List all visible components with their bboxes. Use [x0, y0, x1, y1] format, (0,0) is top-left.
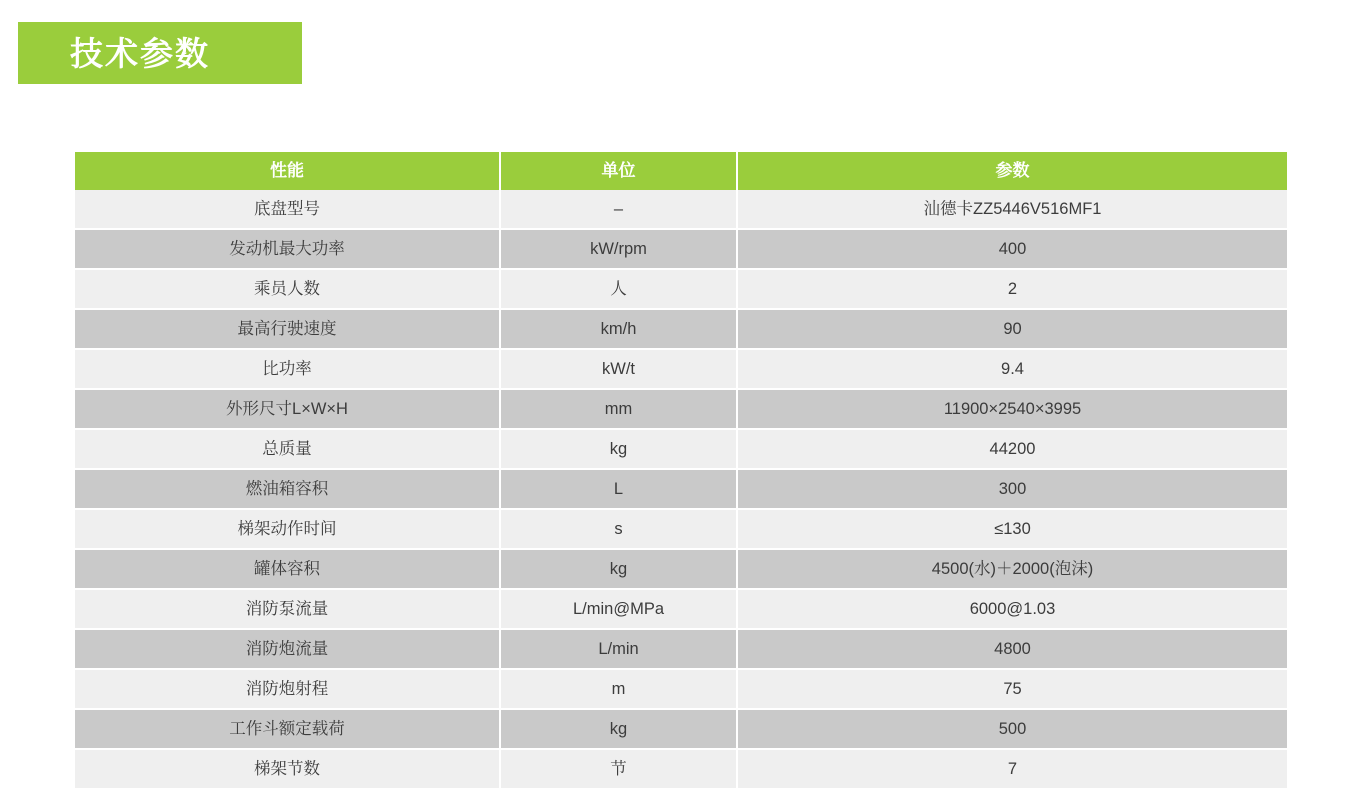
table-row — [75, 589, 1287, 629]
cell-unit: L — [500, 469, 737, 509]
cell-name: 消防炮射程 — [75, 669, 500, 709]
table-body — [75, 190, 1287, 788]
cell-value: 4800 — [737, 629, 1287, 669]
cell-unit: 人 — [500, 269, 737, 309]
cell-value: 300 — [737, 469, 1287, 509]
table-row — [75, 389, 1287, 429]
table-header-row — [75, 152, 1287, 190]
table-row — [75, 229, 1287, 269]
cell-unit: km/h — [500, 309, 737, 349]
cell-unit: kg — [500, 429, 737, 469]
table-row — [75, 749, 1287, 788]
cell-name: 发动机最大功率 — [75, 229, 500, 269]
cell-value: 11900×2540×3995 — [737, 389, 1287, 429]
table-row — [75, 349, 1287, 389]
cell-value: 9.4 — [737, 349, 1287, 389]
column-header-value: 参数 — [737, 152, 1287, 190]
cell-value: 6000@1.03 — [737, 589, 1287, 629]
cell-unit: – — [500, 190, 737, 229]
spec-table-container — [75, 152, 1287, 788]
cell-name: 总质量 — [75, 429, 500, 469]
table-row — [75, 190, 1287, 229]
column-header-name: 性能 — [75, 152, 500, 190]
cell-name: 消防泵流量 — [75, 589, 500, 629]
cell-unit: kg — [500, 709, 737, 749]
column-header-unit: 单位 — [500, 152, 737, 190]
cell-value: 7 — [737, 749, 1287, 788]
cell-name: 梯架动作时间 — [75, 509, 500, 549]
cell-value: 75 — [737, 669, 1287, 709]
cell-unit: 节 — [500, 749, 737, 788]
cell-unit: mm — [500, 389, 737, 429]
cell-value: 400 — [737, 229, 1287, 269]
table-header — [75, 152, 1287, 190]
cell-unit: s — [500, 509, 737, 549]
cell-unit: L/min@MPa — [500, 589, 737, 629]
cell-unit: L/min — [500, 629, 737, 669]
cell-unit: kW/rpm — [500, 229, 737, 269]
cell-name: 梯架节数 — [75, 749, 500, 788]
cell-name: 最高行驶速度 — [75, 309, 500, 349]
cell-name: 燃油箱容积 — [75, 469, 500, 509]
spec-table — [75, 152, 1287, 788]
cell-name: 乘员人数 — [75, 269, 500, 309]
cell-value: 44200 — [737, 429, 1287, 469]
cell-unit: kg — [500, 549, 737, 589]
cell-name: 消防炮流量 — [75, 629, 500, 669]
table-row — [75, 269, 1287, 309]
cell-name: 比功率 — [75, 349, 500, 389]
table-row — [75, 429, 1287, 469]
cell-name: 外形尺寸L×W×H — [75, 389, 500, 429]
cell-value: ≤130 — [737, 509, 1287, 549]
table-row — [75, 469, 1287, 509]
cell-value: 2 — [737, 269, 1287, 309]
cell-name: 罐体容积 — [75, 549, 500, 589]
cell-unit: kW/t — [500, 349, 737, 389]
cell-name: 底盘型号 — [75, 190, 500, 229]
cell-value: 90 — [737, 309, 1287, 349]
table-row — [75, 509, 1287, 549]
table-row — [75, 629, 1287, 669]
table-row — [75, 309, 1287, 349]
cell-value: 汕德卡ZZ5446V516MF1 — [737, 190, 1287, 229]
cell-name: 工作斗额定载荷 — [75, 709, 500, 749]
page-title: 技术参数 — [70, 34, 210, 72]
table-row — [75, 669, 1287, 709]
cell-value: 4500(水)＋2000(泡沫) — [737, 549, 1287, 589]
table-row — [75, 549, 1287, 589]
cell-value: 500 — [737, 709, 1287, 749]
cell-unit: m — [500, 669, 737, 709]
table-row — [75, 709, 1287, 749]
page-title-banner — [18, 22, 302, 84]
